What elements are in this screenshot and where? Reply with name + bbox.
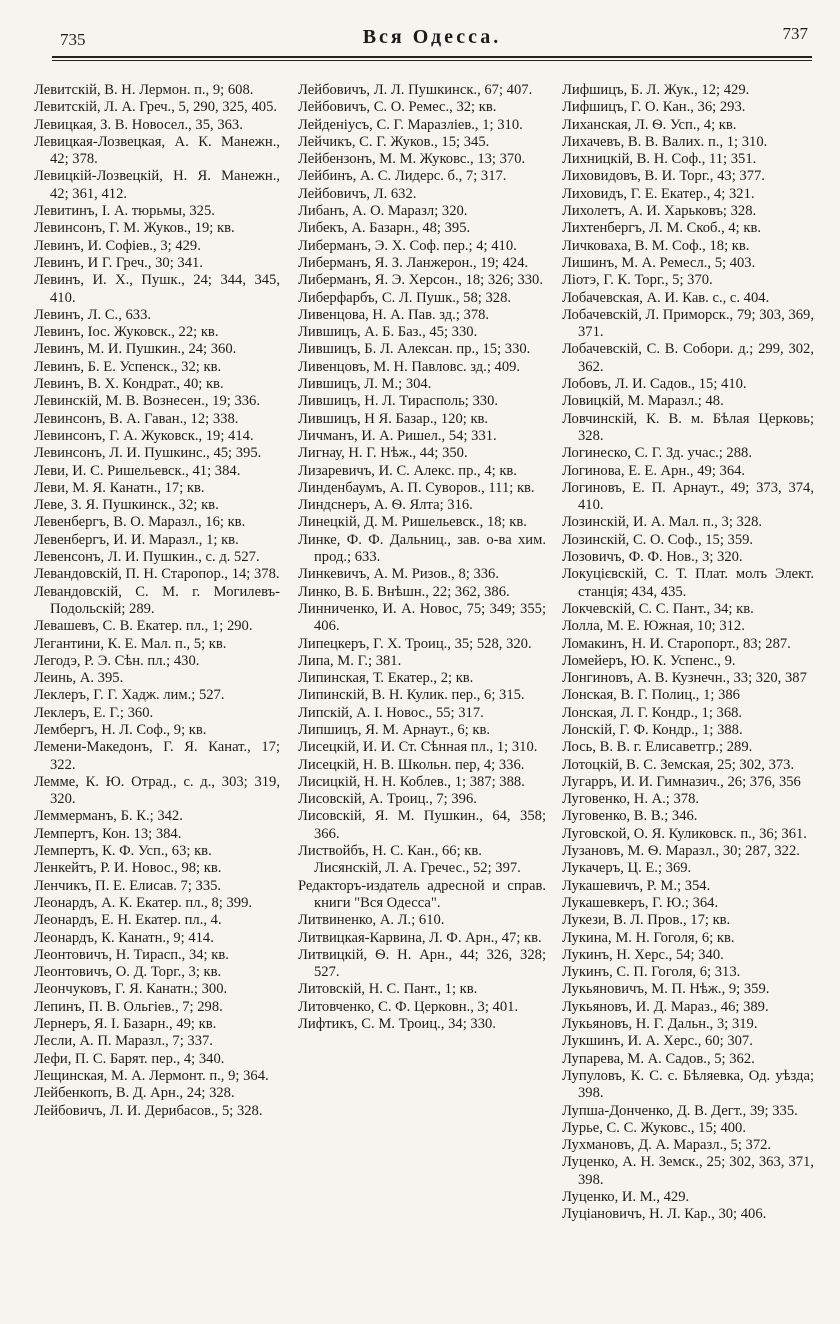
directory-entry: Лукина, М. Н. Гоголя, 6; кв. xyxy=(562,929,735,946)
directory-entry: Лемпертъ, Кон. 13; 384. xyxy=(34,825,182,842)
directory-entry: Левинъ, И. Х., Пушк., 24; 344, 345, 410. xyxy=(34,272,280,306)
directory-entry: Лугарръ, И. И. Гимназич., 26; 376, 356 xyxy=(562,773,801,790)
directory-entry: Левицкая, З. В. Новосел., 35, 363. xyxy=(34,116,243,133)
directory-entry: Лонская, В. Г. Полиц., 1; 386 xyxy=(562,687,740,704)
directory-entry: Левенсонъ, Л. И. Пушкин., с. д. 527. xyxy=(34,549,260,566)
directory-entry: Левинъ, И Г. Греч., 30; 341. xyxy=(34,254,203,271)
directory-entry: Либанъ, А. О. Маразл; 320. xyxy=(298,203,468,220)
directory-entry: Листвойбъ, Н. С. Кан., 66; кв. xyxy=(298,843,482,860)
directory-entry: Леинь, А. 395. xyxy=(34,670,124,687)
directory-entry: Лившицъ, Б. Л. Алексан. пр., 15; 330. xyxy=(298,341,531,358)
directory-entry: Литовскій, Н. С. Пант., 1; кв. xyxy=(298,981,478,998)
directory-entry: Леви, М. Я. Канатн., 17; кв. xyxy=(34,479,205,496)
directory-entry: Левинъ, Б. Е. Успенск., 32; кв. xyxy=(34,358,222,375)
directory-entry: Лембергъ, Н. Л. Соф., 9; кв. xyxy=(34,721,207,738)
directory-entry: Лещинская, М. А. Лермонт. п., 9; 364. xyxy=(34,1067,269,1084)
directory-entry: Либекъ, А. Базарн., 48; 395. xyxy=(298,220,471,237)
directory-entry: Лернеръ, Я. І. Базарн., 49; кв. xyxy=(34,1016,217,1033)
directory-entry: Ленкейтъ, Р. И. Новос., 98; кв. xyxy=(34,860,222,877)
directory-entry: Ліотэ, Г. К. Торг., 5; 370. xyxy=(562,272,713,289)
directory-entry: Лукези, В. Л. Пров., 17; кв. xyxy=(562,912,731,929)
directory-entry: Левандовскій, П. Н. Старопор., 14; 378. xyxy=(34,566,280,583)
directory-entry: Лукинъ, С. П. Гоголя, 6; 313. xyxy=(562,964,741,981)
page-number-right: 737 xyxy=(782,24,808,43)
directory-entry: Лобовъ, Л. И. Садов., 15; 410. xyxy=(562,376,747,393)
directory-entry: Лемме, К. Ю. Отрад., с. д., 303; 319, 320. xyxy=(34,773,280,808)
directory-entry: Липецкеръ, Г. Х. Троиц., 35; 528, 320. xyxy=(298,635,532,652)
directory-entry: Лиховидъ, Г. Е. Екатер., 4; 321. xyxy=(562,185,755,202)
directory-entry: Ломейеръ, Ю. К. Успенс., 9. xyxy=(562,652,736,669)
directory-entry: Леммерманъ, Б. К.; 342. xyxy=(34,808,183,825)
directory-entry: Лившицъ, Н Я. Базар., 120; кв. xyxy=(298,410,489,427)
directory-entry: Лузановъ, М. Ѳ. Маразл., 30; 287, 322. xyxy=(562,843,800,860)
column-1 xyxy=(34,82,280,1120)
directory-entry: Лукшинъ, И. А. Херс., 60; 307. xyxy=(562,1033,753,1050)
directory-entry: Лукашевкеръ, Г. Ю.; 364. xyxy=(562,894,719,911)
directory-entry: Лукашевичъ, Р. М.; 354. xyxy=(562,877,711,894)
directory-entry: Либерфарбъ, С. Л. Пушк., 58; 328. xyxy=(298,289,512,306)
directory-entry: Логиновъ, Е. П. Арнаут., 49; 373, 374, 410. xyxy=(562,479,814,514)
directory-entry: Логинова, Е. Е. Арн., 49; 364. xyxy=(562,462,746,479)
directory-entry: Лисицкій, Н. Н. Коблев., 1; 387; 388. xyxy=(298,773,525,790)
directory-entry: Лупарева, М. А. Садов., 5; 362. xyxy=(562,1050,755,1067)
directory-entry: Лобачевская, А. И. Кав. с., с. 404. xyxy=(562,289,770,306)
directory-entry: Леонардъ, К. Канатн., 9; 414. xyxy=(34,929,214,946)
directory-entry: Лемени-Македонъ, Г. Я. Канат., 17; 322. xyxy=(34,739,280,773)
directory-entry: Ливенцовъ, М. Н. Павловс. зд.; 409. xyxy=(298,358,521,375)
directory-entry: Либерманъ, Э. Х. Соф. пер.; 4; 410. xyxy=(298,237,517,254)
directory-entry: Лисовскій, А. Троиц., 7; 396. xyxy=(298,791,477,808)
directory-entry: Левенбергъ, И. И. Маразл., 1; кв. xyxy=(34,531,239,548)
directory-entry: Луговенко, В. В.; 346. xyxy=(562,808,698,825)
directory-entry: Лукинъ, Н. Херс., 54; 340. xyxy=(562,946,724,963)
directory-entry: Лобачевскій, С. В. Собори. д.; 299, 302, 362. xyxy=(562,341,814,375)
directory-entry: Лейбензонъ, М. М. Жуковс., 13; 370. xyxy=(298,151,526,168)
directory-entry: Лисовскій, Я. М. Пушкин., 64, 358; 366. xyxy=(298,808,546,842)
directory-entry: Линденбаумъ, А. П. Суворов., 111; кв. xyxy=(298,479,535,496)
directory-entry: Лифтикъ, С. М. Троиц., 34; 330. xyxy=(298,1016,496,1033)
directory-entry: Лившицъ, Л. М.; 304. xyxy=(298,376,432,393)
directory-entry: Лейбинъ, А. С. Лидерс. б., 7; 317. xyxy=(298,168,507,185)
directory-entry: Левинъ, И. Софіев., 3; 429. xyxy=(34,237,201,254)
directory-entry: Левинсонъ, В. А. Гаван., 12; 338. xyxy=(34,410,239,427)
directory-entry: Линдснеръ, А. Ѳ. Ялта; 316. xyxy=(298,497,473,514)
directory-entry: Литвицкая-Карвина, Л. Ф. Арн., 47; кв. xyxy=(298,929,542,946)
directory-entry: Лихтенбергъ, Л. М. Скоб., 4; кв. xyxy=(562,220,761,237)
directory-entry: Леонардъ, А. К. Екатер. пл., 8; 399. xyxy=(34,894,253,911)
directory-entry: Ловицкій, М. Маразл.; 48. xyxy=(562,393,724,410)
directory-entry: Липскій, А. І. Новос., 55; 317. xyxy=(298,704,484,721)
directory-entry: Леклеръ, Г. Г. Хадж. лим.; 527. xyxy=(34,687,225,704)
directory-entry: Лифшицъ, Б. Л. Жук., 12; 429. xyxy=(562,82,750,98)
directory-entry: Линниченко, И. А. Новос, 75; 349; 355; 406. xyxy=(298,600,546,635)
directory-entry: Линкевичъ, А. М. Ризов., 8; 336. xyxy=(298,566,499,583)
directory-entry: Леонтовичъ, Н. Тирасп., 34; кв. xyxy=(34,946,229,963)
directory-entry: Левитинъ, І. А. тюрьмы, 325. xyxy=(34,203,215,220)
directory-entry: Литвицкій, Ѳ. Н. Арн., 44; 326, 328; 527. xyxy=(298,946,546,981)
directory-entry: Ливенцова, Н. А. Пав. зд.; 378. xyxy=(298,306,490,323)
page-title: Вся Одесса. xyxy=(362,26,502,48)
directory-entry: Луценко, А. Н. Земск., 25; 302, 363, 371, 398. xyxy=(562,1154,814,1188)
directory-entry: Лившицъ, Н. Л. Тирасполь; 330. xyxy=(298,393,499,410)
directory-entry: Лиховидовъ, В. И. Торг., 43; 377. xyxy=(562,168,765,185)
directory-entry: Лигнау, Н. Г. Нѣж., 44; 350. xyxy=(298,445,468,462)
directory-entry: Лиханская, Л. Ѳ. Усп., 4; кв. xyxy=(562,116,737,133)
directory-entry: Линецкій, Д. М. Ришельевск., 18; кв. xyxy=(298,514,527,531)
directory-entry: Лупша-Донченко, Д. В. Дегт., 39; 335. xyxy=(562,1102,798,1119)
directory-entry: Ломакинъ, Н. И. Старопорт., 83; 287. xyxy=(562,635,791,652)
directory-entry: Лесли, А. П. Маразл., 7; 337. xyxy=(34,1033,213,1050)
directory-entry: Лейбовичъ, Л. 632. xyxy=(298,185,417,202)
directory-entry: Левинсонъ, Г. А. Жуковск., 19; 414. xyxy=(34,427,254,444)
directory-entry: Лонскій, Г. Ф. Кондр., 1; 388. xyxy=(562,721,743,738)
directory-entry: Лисецкій, И. И. Ст. Сѣнная пл., 1; 310. xyxy=(298,739,538,756)
page-number-left: 735 xyxy=(60,30,86,49)
directory-entry: Лепинъ, П. В. Ольгіев., 7; 298. xyxy=(34,998,223,1015)
directory-entry: Лейбенкопъ, В. Д. Арн., 24; 328. xyxy=(34,1085,235,1102)
directory-entry: Лонгиновъ, А. В. Кузнечн., 33; 320, 387 xyxy=(562,670,807,687)
directory-entry: Лифшицъ, Г. О. Кан., 36; 293. xyxy=(562,99,746,116)
directory-entry: Леклеръ, Е. Г.; 360. xyxy=(34,704,154,721)
directory-entry: Линке, Ф. Ф. Дальниц., зав. о-ва хим. прод.; 633. xyxy=(298,531,546,566)
directory-entry: Левинскій, М. В. Вознесен., 19; 336. xyxy=(34,393,260,410)
directory-entry: Левинъ, Л. С., 633. xyxy=(34,306,152,323)
directory-entry: Лейбовичъ, С. О. Ремес., 32; кв. xyxy=(298,99,497,116)
directory-entry: Лейчикъ, С. Г. Жуков., 15; 345. xyxy=(298,133,490,150)
directory-entry: Леве, З. Я. Пушкинск., 32; кв. xyxy=(34,497,219,514)
directory-entry: Лихницкій, В. Н. Соф., 11; 351. xyxy=(562,151,757,168)
directory-entry: Леончуковъ, Г. Я. Канатн.; 300. xyxy=(34,981,228,998)
directory-entry: Личманъ, И. А. Ришел., 54; 331. xyxy=(298,427,497,444)
directory-entry: Луціановичъ, Н. Л. Кар., 30; 406. xyxy=(562,1206,767,1223)
directory-entry: Лихачевъ, В. В. Валих. п., 1; 310. xyxy=(562,133,768,150)
directory-entry: Леонардъ, Е. Н. Екатер. пл., 4. xyxy=(34,912,222,929)
directory-entry: Луговской, О. Я. Куликовск. п., 36; 361. xyxy=(562,825,807,842)
directory-entry: Липинскій, В. Н. Кулик. пер., 6; 315. xyxy=(298,687,525,704)
directory-entry: Левинсонъ, Л. И. Пушкинс., 45; 395. xyxy=(34,445,262,462)
directory-entry: Леви, И. С. Ришельевск., 41; 384. xyxy=(34,462,241,479)
directory-entry: Луценко, И. М., 429. xyxy=(562,1189,690,1205)
directory-entry: Левинсонъ, Г. М. Жуков., 19; кв. xyxy=(34,220,235,237)
directory-entry: Лисянскій, Л. А. Гречес., 52; 397. xyxy=(314,860,521,877)
directory-entry: Литвиненко, А. Л.; 610. xyxy=(298,912,445,929)
column-2 xyxy=(298,82,546,1033)
directory-entry: Липинская, Т. Екатер., 2; кв. xyxy=(298,670,474,687)
directory-entry: Лихолетъ, А. И. Харьковъ; 328. xyxy=(562,203,757,220)
header-rule xyxy=(52,56,812,58)
directory-entry: Легодэ, Р. Э. Сѣн. пл.; 430. xyxy=(34,652,200,669)
directory-entry: Левицкій-Лозвецкій, Н. Я. Манежн., 42; 361, 412. xyxy=(34,168,280,202)
directory-entry: Лукьяновъ, Н. Г. Дальн., 3; 319. xyxy=(562,1016,758,1033)
directory-entry: Лукачеръ, Ц. Е.; 369. xyxy=(562,860,692,877)
directory-entry: Лизаревичъ, И. С. Алекс. пр., 4; кв. xyxy=(298,462,517,479)
directory-entry: Луговенко, Н. А.; 378. xyxy=(562,791,700,808)
directory-entry: Лозовичъ, Ф. Ф. Нов., 3; 320. xyxy=(562,549,743,566)
directory-entry: Лейденіусъ, С. Г. Маразліев., 1; 310. xyxy=(298,116,523,133)
header-rule-thin xyxy=(52,60,812,61)
directory-entry: Лонская, Л. Г. Кондр., 1; 368. xyxy=(562,704,743,721)
directory-entry: Локчевскій, С. С. Пант., 34; кв. xyxy=(562,600,754,617)
directory-entry: Лемпертъ, К. Ф. Усп., 63; кв. xyxy=(34,843,212,860)
directory-entry: Липшицъ, Я. М. Арнаут., 6; кв. xyxy=(298,721,491,738)
directory-entry: Лишинъ, М. А. Ремесл., 5; 403. xyxy=(562,254,756,271)
directory-entry: Литовченко, С. Ф. Церковн., 3; 401. xyxy=(298,998,519,1015)
directory-entry: Либерманъ, Я. З. Ланжерон., 19; 424. xyxy=(298,254,529,271)
directory-entry: Левандовскій, С. М. г. Могилевъ-Подольскій; 289. xyxy=(34,583,280,617)
directory-entry: Лисецкій, Н. В. Школьн. пер, 4; 336. xyxy=(298,756,525,773)
directory-entry: Лозинскій, С. О. Соф., 15; 359. xyxy=(562,531,754,548)
directory-entry: Логинеско, С. Г. Зд. учас.; 288. xyxy=(562,445,752,462)
directory-entry: Ловчинскій, К. В. м. Бѣлая Церковь; 328. xyxy=(562,410,814,444)
directory-entry: Личковаха, В. М. Соф., 18; кв. xyxy=(562,237,750,254)
directory-entry: Лейбовичъ, Л. И. Дерибасов., 5; 328. xyxy=(34,1102,263,1119)
directory-entry: Ленчикъ, П. Е. Елисав. 7; 335. xyxy=(34,877,222,894)
directory-entry: Леонтовичъ, О. Д. Торг., 3; кв. xyxy=(34,964,222,981)
directory-entry: Лотоцкій, В. С. Земская, 25; 302, 373. xyxy=(562,756,795,773)
directory-entry: Лобачевскій, Л. Приморск., 79; 303, 369, 371. xyxy=(562,306,814,341)
directory-entry: Локуцієвскій, С. Т. Плат. молъ Элект. станція; 434, 435. xyxy=(562,566,814,600)
directory-entry: Лурье, С. С. Жуковс., 15; 400. xyxy=(562,1119,746,1136)
directory-entry: Лившицъ, А. Б. Баз., 45; 330. xyxy=(298,324,478,341)
directory-entry: Липа, М. Г.; 381. xyxy=(298,652,402,669)
directory-entry: Левитскій, В. Н. Лермон. п., 9; 608. xyxy=(34,82,254,98)
directory-entry: Лейбовичъ, Л. Л. Пушкинск., 67; 407. xyxy=(298,82,533,98)
directory-entry: Левитскій, Л. А. Греч., 5, 290, 325, 405. xyxy=(34,99,278,116)
directory-entry: Легантини, К. Е. Мал. п., 5; кв. xyxy=(34,635,227,652)
directory-entry: Левицкая-Лозвецкая, А. К. Манежн., 42; 378. xyxy=(34,133,280,168)
directory-entry: Лупуловъ, К. С. с. Бѣляевка, Од. уѣзда; 398. xyxy=(562,1067,814,1102)
directory-entry: Лукьяновъ, И. Д. Мараз., 46; 389. xyxy=(562,998,769,1015)
directory-entry: Левинъ, М. И. Пушкин., 24; 360. xyxy=(34,341,237,358)
directory-entry: Лукьяновичъ, М. П. Нѣж., 9; 359. xyxy=(562,981,770,998)
column-3 xyxy=(562,82,814,1224)
directory-entry: Редакторъ-издатель адресной и справ. книги "Вся Одесса". xyxy=(298,877,546,911)
directory-entry: Лозинскій, И. А. Мал. п., 3; 328. xyxy=(562,514,763,531)
directory-entry: Лось, В. В. г. Елисаветгр.; 289. xyxy=(562,739,753,756)
directory-entry: Либерманъ, Я. Э. Херсон., 18; 326; 330. xyxy=(298,272,543,289)
page-header xyxy=(52,22,812,50)
directory-entry: Левинъ, В. Х. Кондрат., 40; кв. xyxy=(34,376,224,393)
directory-entry: Линко, В. Б. Внѣшн., 22; 362, 386. xyxy=(298,583,510,600)
directory-entry: Лолла, М. Е. Южная, 10; 312. xyxy=(562,618,745,635)
directory-entry: Левинъ, Іос. Жуковск., 22; кв. xyxy=(34,324,219,341)
directory-entry: Лефи, П. С. Барят. пер., 4; 340. xyxy=(34,1050,225,1067)
directory-entry: Лухмановъ, Д. А. Маразл., 5; 372. xyxy=(562,1137,772,1154)
directory-entry: Левенбергъ, В. О. Маразл., 16; кв. xyxy=(34,514,246,531)
directory-entry: Левашевъ, С. В. Екатер. пл., 1; 290. xyxy=(34,618,253,635)
